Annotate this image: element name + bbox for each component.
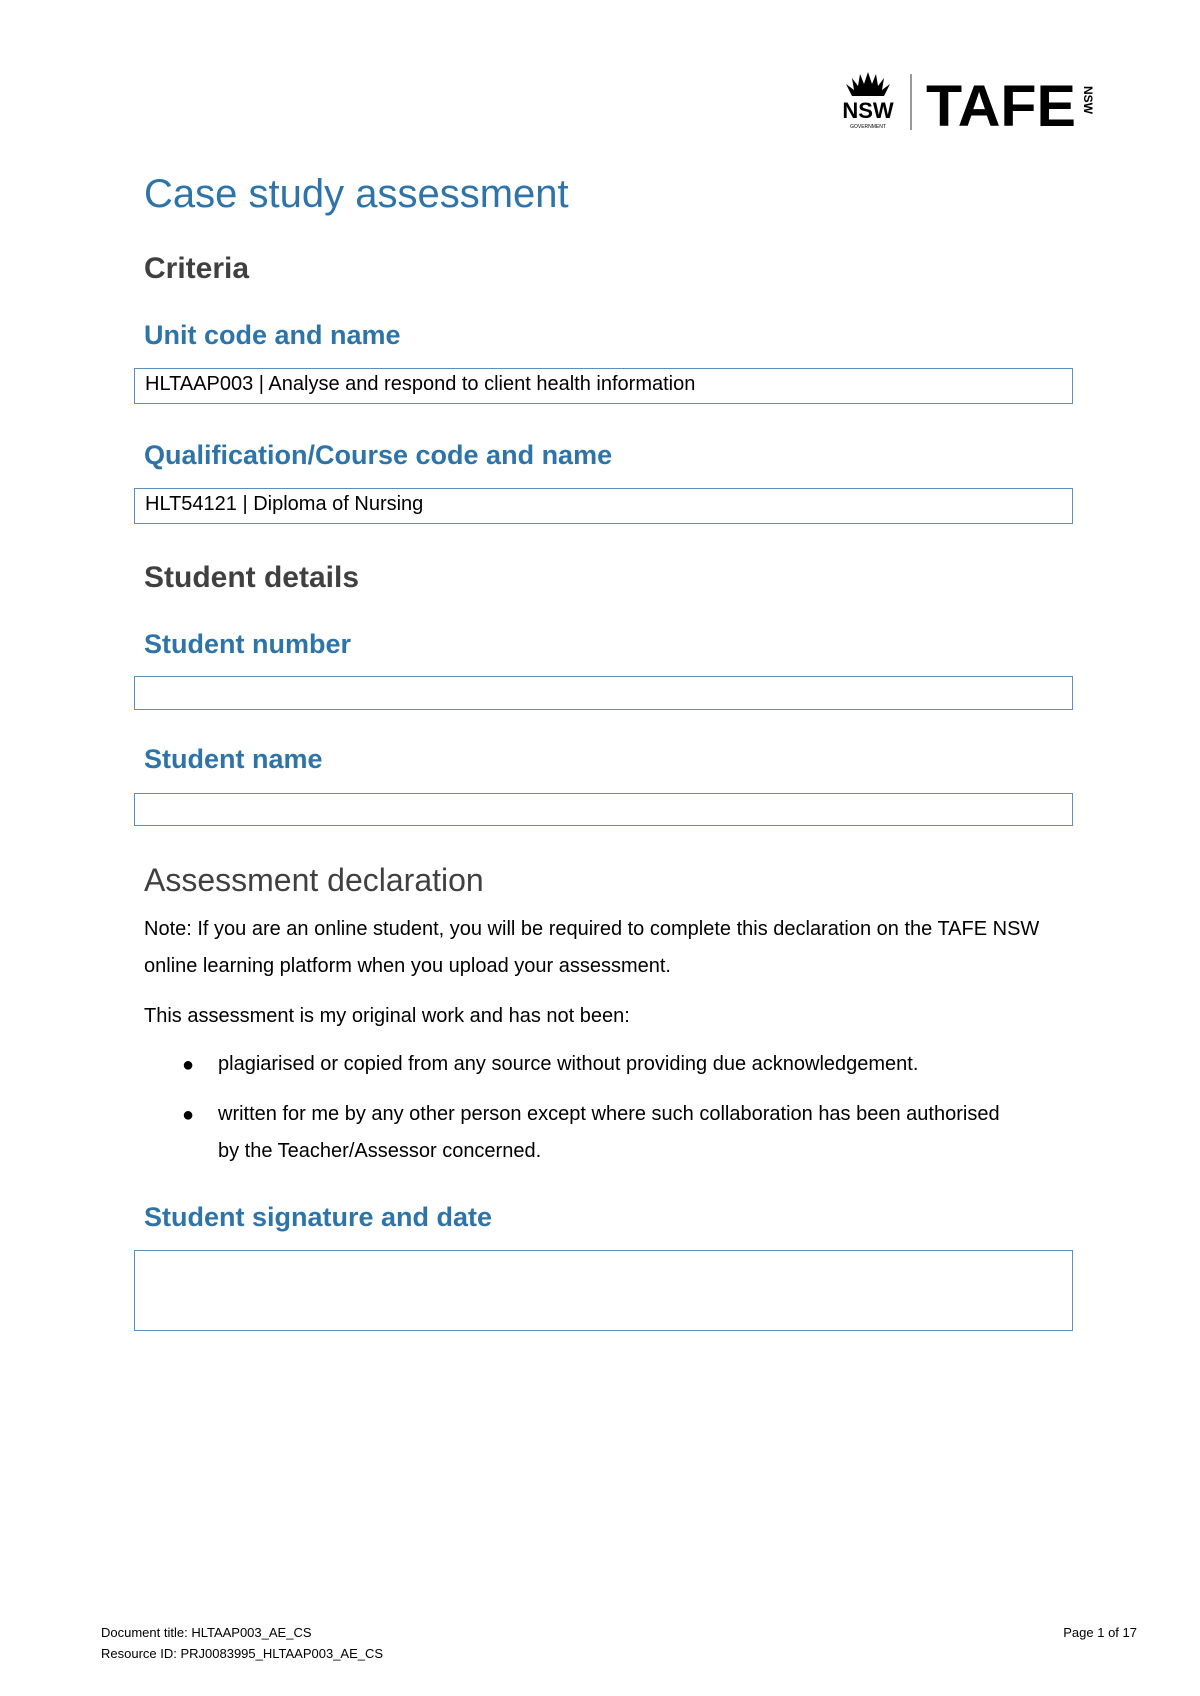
footer-resource-id: Resource ID: PRJ0083995_HLTAAP003_AE_CS	[101, 1646, 384, 1661]
declaration-note: Note: If you are an online student, you will be required to complete this declaration on the TAFE NSW online learning platform when you upload your assessment.	[144, 918, 1040, 977]
tafe-nsw-logo	[838, 70, 1098, 134]
student-number-field[interactable]	[134, 676, 1073, 710]
page-title: Case study assessment	[144, 172, 569, 216]
qualification-field[interactable]: HLT54121 | Diploma of Nursing	[134, 488, 1073, 524]
footer-document-title: Document title: HLTAAP003_AE_CS	[101, 1625, 312, 1640]
signature-field[interactable]	[134, 1250, 1073, 1331]
nsw-waratah-icon	[838, 70, 1098, 134]
declaration-heading: Assessment declaration	[144, 862, 484, 898]
qualification-heading: Qualification/Course code and name	[144, 440, 613, 470]
unit-field[interactable]: HLTAAP003 | Analyse and respond to client health information	[134, 368, 1073, 404]
student-name-heading: Student name	[144, 744, 323, 774]
criteria-heading: Criteria	[144, 252, 250, 285]
bullet-icon: ●	[182, 1104, 195, 1126]
student-number-heading: Student number	[144, 629, 351, 659]
svg-text:NSW: NSW	[1081, 86, 1095, 114]
declaration-intro: This assessment is my original work and has not been:	[144, 1005, 630, 1027]
footer-page-number: Page 1 of 17	[1063, 1625, 1137, 1640]
signature-heading: Student signature and date	[144, 1202, 493, 1232]
declaration-bullet: plagiarised or copied from any source without providing due acknowledgement.	[218, 1053, 919, 1075]
unit-heading: Unit code and name	[144, 320, 401, 350]
student-name-field[interactable]	[134, 793, 1073, 826]
bullet-icon: ●	[182, 1054, 195, 1076]
student-details-heading: Student details	[144, 561, 360, 594]
svg-text:TAFE: TAFE	[926, 74, 1076, 134]
svg-text:GOVERNMENT: GOVERNMENT	[850, 124, 886, 130]
svg-text:NSW: NSW	[842, 98, 894, 123]
declaration-bullet: written for me by any other person except where such collaboration has been authorised by the Teacher/Assessor concerned.	[218, 1103, 1000, 1162]
